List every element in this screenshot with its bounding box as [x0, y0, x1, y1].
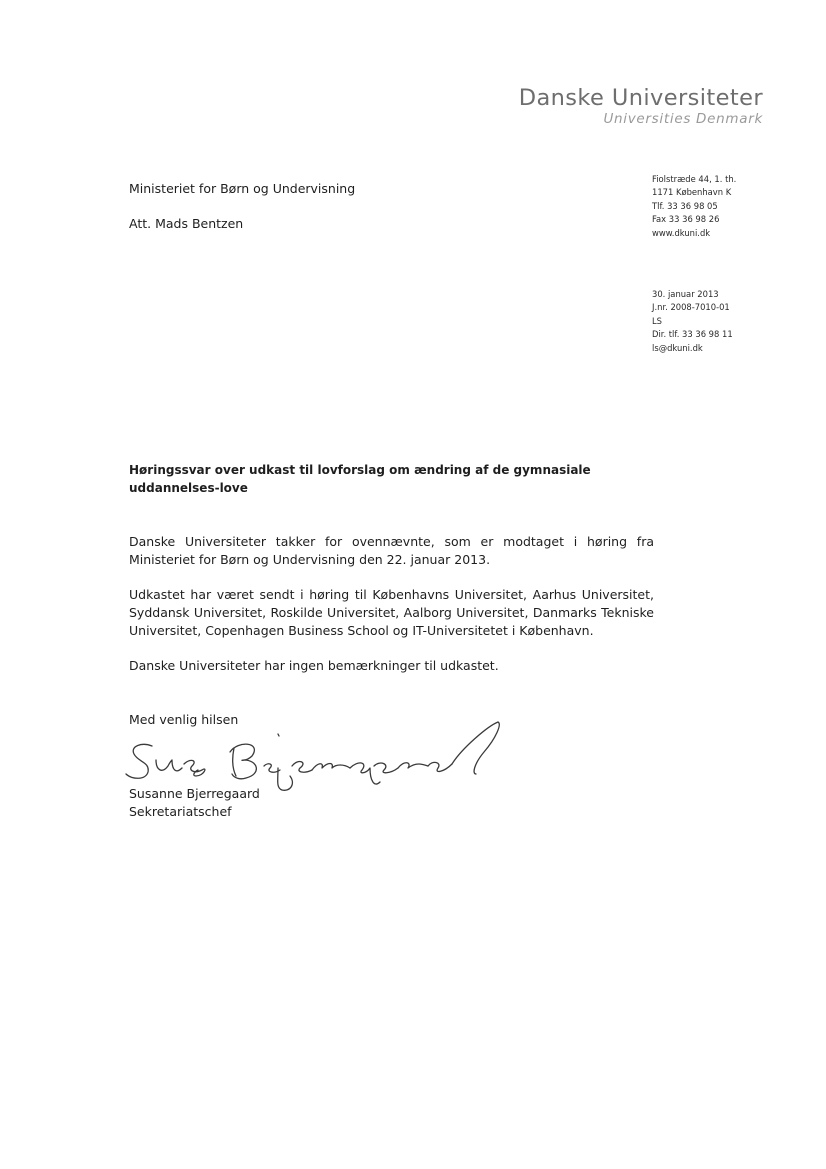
signer-block — [129, 785, 260, 821]
letterhead-logo — [519, 85, 763, 127]
letter-meta — [652, 288, 733, 355]
recipient-attention: Att. Mads Bentzen — [129, 216, 244, 231]
body-paragraph: Danske Universiteter har ingen bemærkninger til udkastet. — [129, 658, 499, 673]
signer-name: Susanne Bjerregaard — [129, 786, 260, 801]
sender-fax: Fax 33 36 98 26 — [652, 214, 720, 225]
signer-title: Sekretariatschef — [129, 804, 232, 819]
sender-city: 1171 København K — [652, 187, 732, 198]
sender-phone: Tlf. 33 36 98 05 — [652, 200, 718, 211]
journal-number: J.nr. 2008-7010-01 — [652, 302, 730, 313]
closing-salutation: Med venlig hilsen — [129, 712, 239, 727]
letter-body — [129, 533, 654, 692]
sender-website: www.dkuni.dk — [652, 227, 711, 238]
sender-street: Fiolstræde 44, 1. th. — [652, 174, 737, 184]
sender-address — [652, 173, 736, 240]
author-email: ls@dkuni.dk — [652, 342, 703, 353]
recipient-block — [129, 180, 355, 233]
logo-name: Danske Universiteter — [518, 85, 763, 111]
recipient-organization: Ministeriet for Børn og Undervisning — [129, 181, 356, 196]
letter-date: 30. januar 2013 — [652, 289, 719, 299]
logo-subtitle: Universities Denmark — [603, 111, 763, 127]
author-initials: LS — [652, 315, 662, 326]
letter-subject: Høringssvar over udkast til lovforslag om ændring af de gymnasiale uddannelses-love — [129, 463, 591, 495]
direct-phone: Dir. tlf. 33 36 98 11 — [652, 329, 733, 340]
body-paragraph: Danske Universiteter takker for ovennævnte, som er modtaget i høring fra Ministeriet for Børn og Undervisning den 22. januar 2013. — [129, 534, 654, 567]
body-paragraph: Udkastet har været sendt i høring til Københavns Universitet, Aarhus Universitet, Syddansk Universitet, Roskilde Universitet, Aalborg Universitet, Danmarks Tekniske Universitet, Copenhagen Business School og IT-Universitetet i København. — [129, 587, 654, 638]
